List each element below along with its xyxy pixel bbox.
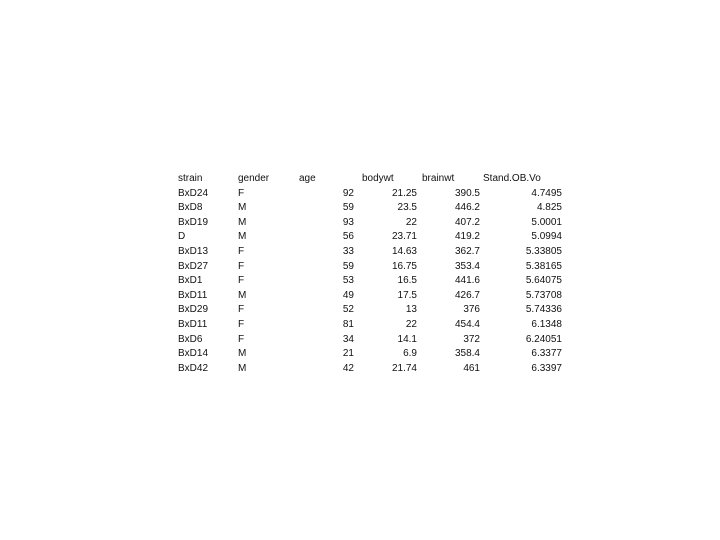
cell-age: 59 bbox=[342, 260, 354, 272]
cell-bodywt: 6.9 bbox=[403, 348, 417, 360]
cell-bodywt: 23.71 bbox=[391, 231, 417, 243]
cell-age: 33 bbox=[342, 245, 354, 257]
cell-brainwt: 454.4 bbox=[454, 318, 480, 330]
cell-age: 21 bbox=[342, 348, 354, 360]
cell-strain: BxD1 bbox=[178, 275, 203, 287]
cell-stand-ob-vo: 5.64075 bbox=[525, 275, 562, 287]
header-age: age bbox=[299, 173, 316, 184]
cell-age: 92 bbox=[342, 187, 354, 199]
cell-strain: BxD13 bbox=[178, 245, 209, 257]
cell-age: 49 bbox=[342, 289, 354, 301]
cell-strain: BxD14 bbox=[178, 348, 209, 360]
cell-age: 42 bbox=[342, 362, 354, 374]
cell-brainwt: 362.7 bbox=[454, 245, 480, 257]
cell-strain: D bbox=[178, 231, 186, 243]
cell-bodywt: 13 bbox=[405, 304, 417, 316]
cell-gender: M bbox=[238, 289, 247, 301]
cell-bodywt: 21.74 bbox=[391, 362, 417, 374]
cell-age: 93 bbox=[342, 216, 354, 228]
cell-brainwt: 358.4 bbox=[454, 348, 480, 360]
cell-brainwt: 419.2 bbox=[454, 231, 480, 243]
cell-strain: BxD6 bbox=[178, 333, 203, 345]
cell-strain: BxD8 bbox=[178, 202, 203, 214]
cell-brainwt: 376 bbox=[463, 304, 480, 316]
cell-stand-ob-vo: 6.24051 bbox=[525, 333, 562, 345]
cell-stand-ob-vo: 6.3397 bbox=[531, 362, 562, 374]
cell-stand-ob-vo: 5.33805 bbox=[525, 245, 562, 257]
cell-gender: F bbox=[238, 275, 245, 287]
cell-strain: BxD29 bbox=[178, 304, 209, 316]
cell-stand-ob-vo: 5.0001 bbox=[531, 216, 562, 228]
header-brainwt: brainwt bbox=[422, 173, 455, 184]
header-strain: strain bbox=[178, 173, 203, 184]
cell-gender: F bbox=[238, 304, 245, 316]
cell-strain: BxD19 bbox=[178, 216, 209, 228]
cell-stand-ob-vo: 6.1348 bbox=[531, 318, 562, 330]
cell-bodywt: 22 bbox=[405, 318, 417, 330]
cell-stand-ob-vo: 5.0994 bbox=[531, 231, 562, 243]
cell-bodywt: 14.63 bbox=[391, 245, 417, 257]
cell-strain: BxD42 bbox=[178, 362, 209, 374]
cell-strain: BxD11 bbox=[178, 318, 208, 330]
header-gender: gender bbox=[238, 173, 270, 184]
cell-stand-ob-vo: 4.7495 bbox=[531, 187, 562, 199]
cell-stand-ob-vo: 5.74336 bbox=[525, 304, 562, 316]
cell-age: 34 bbox=[342, 333, 354, 345]
cell-gender: F bbox=[238, 187, 245, 199]
header-bodywt: bodywt bbox=[362, 173, 394, 184]
cell-bodywt: 17.5 bbox=[397, 289, 417, 301]
cell-bodywt: 22 bbox=[405, 216, 417, 228]
cell-brainwt: 426.7 bbox=[454, 289, 480, 301]
cell-brainwt: 441.6 bbox=[454, 275, 480, 287]
cell-brainwt: 407.2 bbox=[454, 216, 480, 228]
cell-bodywt: 16.5 bbox=[397, 275, 417, 287]
cell-gender: F bbox=[238, 245, 245, 257]
cell-gender: M bbox=[238, 348, 247, 360]
cell-stand-ob-vo: 5.38165 bbox=[525, 260, 562, 272]
cell-bodywt: 16.75 bbox=[391, 260, 417, 272]
cell-gender: F bbox=[238, 260, 245, 272]
cell-gender: M bbox=[238, 231, 247, 243]
cell-gender: M bbox=[238, 216, 247, 228]
cell-stand-ob-vo: 6.3377 bbox=[531, 348, 562, 360]
cell-strain: BxD11 bbox=[178, 289, 208, 301]
cell-strain: BxD27 bbox=[178, 260, 209, 272]
cell-age: 56 bbox=[342, 231, 354, 243]
header-stand-ob-vo: Stand.OB.Vo bbox=[483, 173, 541, 184]
cell-bodywt: 21.25 bbox=[391, 187, 417, 199]
cell-bodywt: 23.5 bbox=[397, 202, 417, 214]
cell-age: 53 bbox=[342, 275, 354, 287]
cell-gender: F bbox=[238, 318, 245, 330]
cell-brainwt: 353.4 bbox=[454, 260, 480, 272]
cell-brainwt: 372 bbox=[463, 333, 480, 345]
cell-brainwt: 390.5 bbox=[454, 187, 480, 199]
cell-age: 52 bbox=[342, 304, 354, 316]
cell-gender: F bbox=[238, 333, 245, 345]
cell-brainwt: 446.2 bbox=[454, 202, 480, 214]
cell-brainwt: 461 bbox=[463, 362, 480, 374]
cell-gender: M bbox=[238, 362, 247, 374]
cell-stand-ob-vo: 4.825 bbox=[536, 202, 562, 214]
cell-age: 59 bbox=[342, 202, 354, 214]
cell-gender: M bbox=[238, 202, 247, 214]
cell-bodywt: 14.1 bbox=[397, 333, 417, 345]
cell-stand-ob-vo: 5.73708 bbox=[525, 289, 562, 301]
cell-age: 81 bbox=[342, 318, 354, 330]
cell-strain: BxD24 bbox=[178, 187, 209, 199]
